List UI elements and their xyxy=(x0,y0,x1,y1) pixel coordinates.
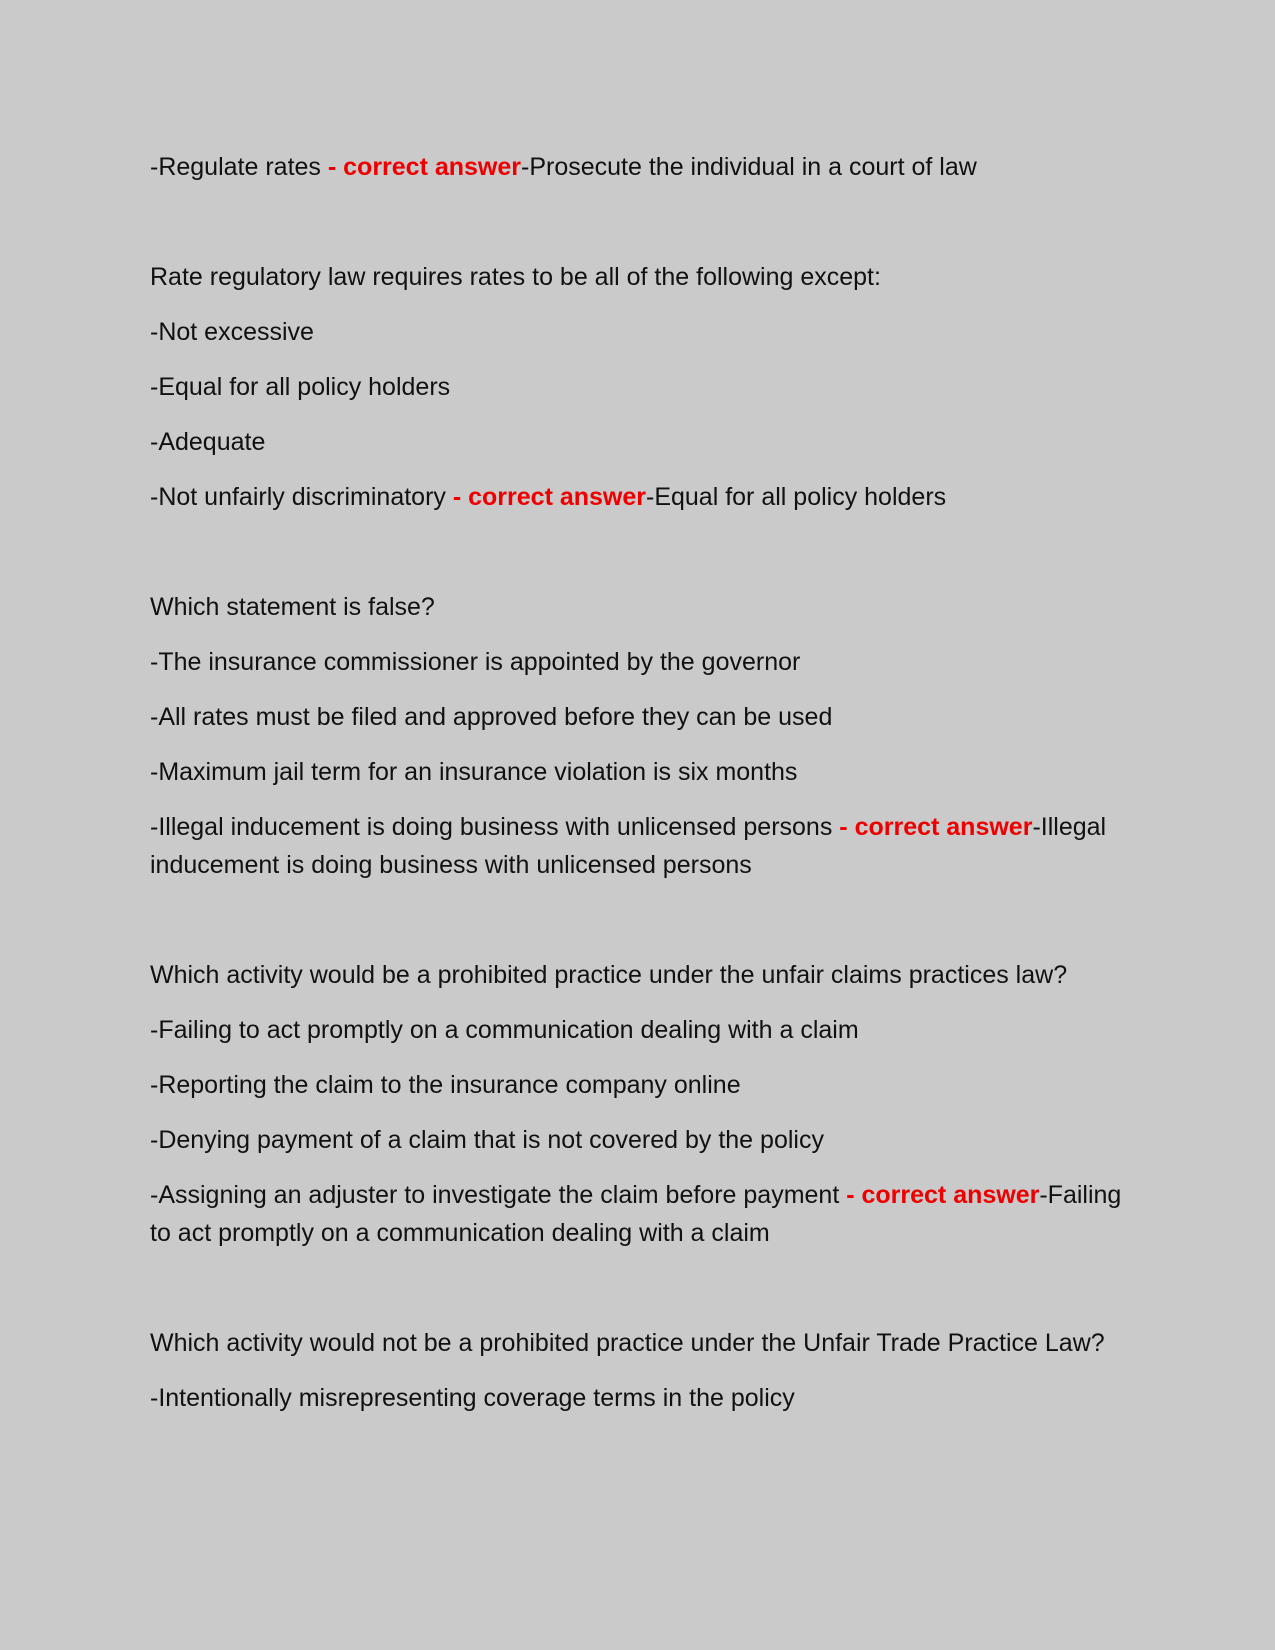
question-text: Which statement is false? xyxy=(150,593,435,621)
option-text: -The insurance commissioner is appointed by the governor xyxy=(150,648,801,676)
option-text: -Equal for all policy holders xyxy=(150,373,451,401)
option-text: -Failing to act promptly on a communication dealing with a claim xyxy=(150,1016,859,1044)
document-page xyxy=(150,148,1130,1434)
correct-answer-marker: - correct answer xyxy=(839,813,1033,841)
option-text: -Reporting the claim to the insurance company online xyxy=(150,1071,741,1099)
correct-answer-marker: - correct answer xyxy=(452,483,646,511)
correct-answer-marker: - correct answer xyxy=(846,1181,1040,1209)
answer-line: -Illegal inducement is doing business with unlicensed persons - correct answer-Illegal inducement is doing business with unlicensed persons xyxy=(150,813,1107,879)
option-text: -All rates must be filed and approved before they can be used xyxy=(150,703,833,731)
option-text: -Not excessive xyxy=(150,318,314,346)
answer-line: -Not unfairly discriminatory - correct answer-Equal for all policy holders xyxy=(150,483,947,511)
option-text: -Denying payment of a claim that is not covered by the policy xyxy=(150,1126,824,1154)
answer-line: -Assigning an adjuster to investigate the claim before payment - correct answer-Failing to act promptly on a communication dealing with a claim xyxy=(150,1181,1122,1247)
question-text: Which activity would not be a prohibited practice under the Unfair Trade Practice Law? xyxy=(150,1329,1105,1357)
answer-line: -Regulate rates - correct answer-Prosecute the individual in a court of law xyxy=(150,153,977,181)
option-text: -Intentionally misrepresenting coverage terms in the policy xyxy=(150,1384,795,1412)
option-text: -Maximum jail term for an insurance violation is six months xyxy=(150,758,798,786)
option-text: -Adequate xyxy=(150,428,266,456)
question-text: Rate regulatory law requires rates to be all of the following except: xyxy=(150,263,881,291)
question-text: Which activity would be a prohibited practice under the unfair claims practices law? xyxy=(150,961,1068,989)
correct-answer-marker: - correct answer xyxy=(327,153,522,181)
